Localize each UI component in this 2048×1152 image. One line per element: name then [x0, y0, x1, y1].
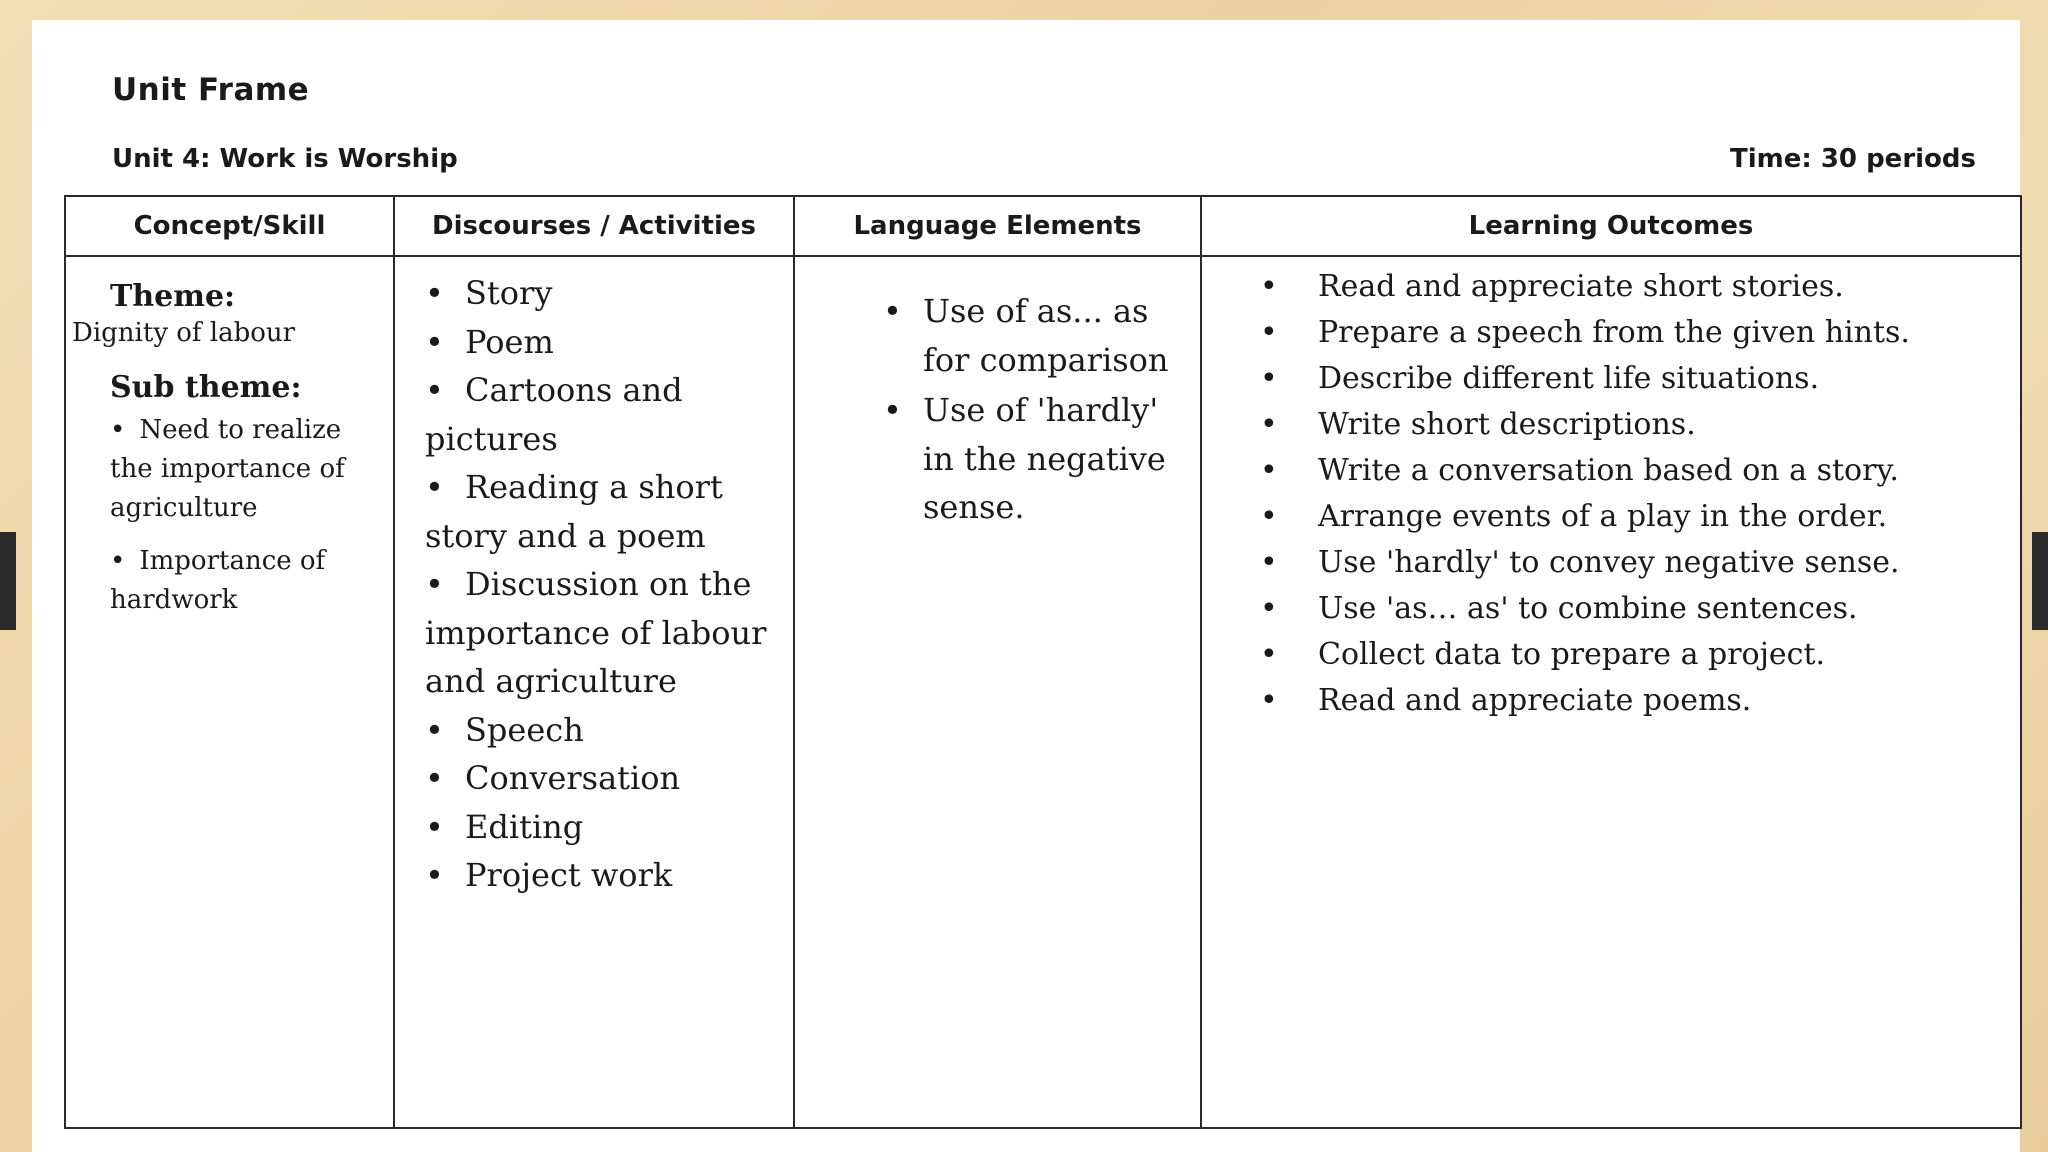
activities-cell — [394, 256, 794, 1128]
theme-label: Theme: — [110, 279, 236, 314]
list-item: • Editing — [425, 803, 783, 852]
document-page — [32, 20, 2020, 1152]
list-item: • Importance of hardwork — [110, 542, 387, 620]
header-learning-outcomes: Learning Outcomes — [1201, 196, 2021, 256]
list-item: • Read and appreciate poems. — [1260, 681, 2010, 720]
right-edge-tab — [2032, 532, 2048, 630]
outcomes-cell — [1201, 256, 2021, 1128]
list-item: • Reading a short story and a poem — [425, 463, 783, 560]
list-item: • Use 'as… as' to combine sentences. — [1260, 589, 2010, 628]
list-item: • Describe different life situations. — [1260, 359, 2010, 398]
header-concept-skill: Concept/Skill — [65, 196, 394, 256]
concept-cell — [65, 256, 394, 1128]
left-edge-tab — [0, 532, 16, 630]
header-discourses-activities: Discourses / Activities — [394, 196, 794, 256]
subtheme-list — [110, 411, 387, 620]
table-row — [65, 256, 2021, 1128]
list-item: • Use 'hardly' to convey negative sense. — [1260, 543, 2010, 582]
list-item: • Prepare a speech from the given hints. — [1260, 313, 2010, 352]
list-item: • Discussion on the importance of labour and agriculture — [425, 560, 783, 706]
list-item: • Arrange events of a play in the order. — [1260, 497, 2010, 536]
list-item: • Poem — [425, 318, 783, 367]
language-elements-cell — [794, 256, 1201, 1128]
theme-value: Dignity of labour — [72, 318, 296, 348]
header-language-elements: Language Elements — [794, 196, 1201, 256]
subtheme-label: Sub theme: — [110, 370, 302, 405]
list-item: • Read and appreciate short stories. — [1260, 267, 2010, 306]
list-item: • Project work — [425, 851, 783, 900]
unit-frame-table — [64, 195, 2022, 1129]
unit-label: Unit 4: Work is Worship — [112, 144, 458, 174]
list-item: • Story — [425, 269, 783, 318]
time-label: Time: 30 periods — [1730, 144, 1976, 174]
list-item: • Collect data to prepare a project. — [1260, 635, 2010, 674]
list-item: • Use of as... as for comparison — [863, 287, 1190, 384]
page-title: Unit Frame — [112, 72, 310, 108]
list-item: • Use of 'hardly' in the negative sense. — [863, 386, 1190, 532]
table-header-row — [65, 196, 2021, 256]
activities-list — [425, 269, 783, 900]
list-item: • Conversation — [425, 754, 783, 803]
language-elements-list — [863, 287, 1190, 532]
outcomes-list — [1260, 267, 2010, 720]
list-item: • Speech — [425, 706, 783, 755]
list-item: • Need to realize the importance of agriculture — [110, 411, 387, 528]
list-item: • Write short descriptions. — [1260, 405, 2010, 444]
list-item: • Cartoons and pictures — [425, 366, 783, 463]
list-item: • Write a conversation based on a story. — [1260, 451, 2010, 490]
